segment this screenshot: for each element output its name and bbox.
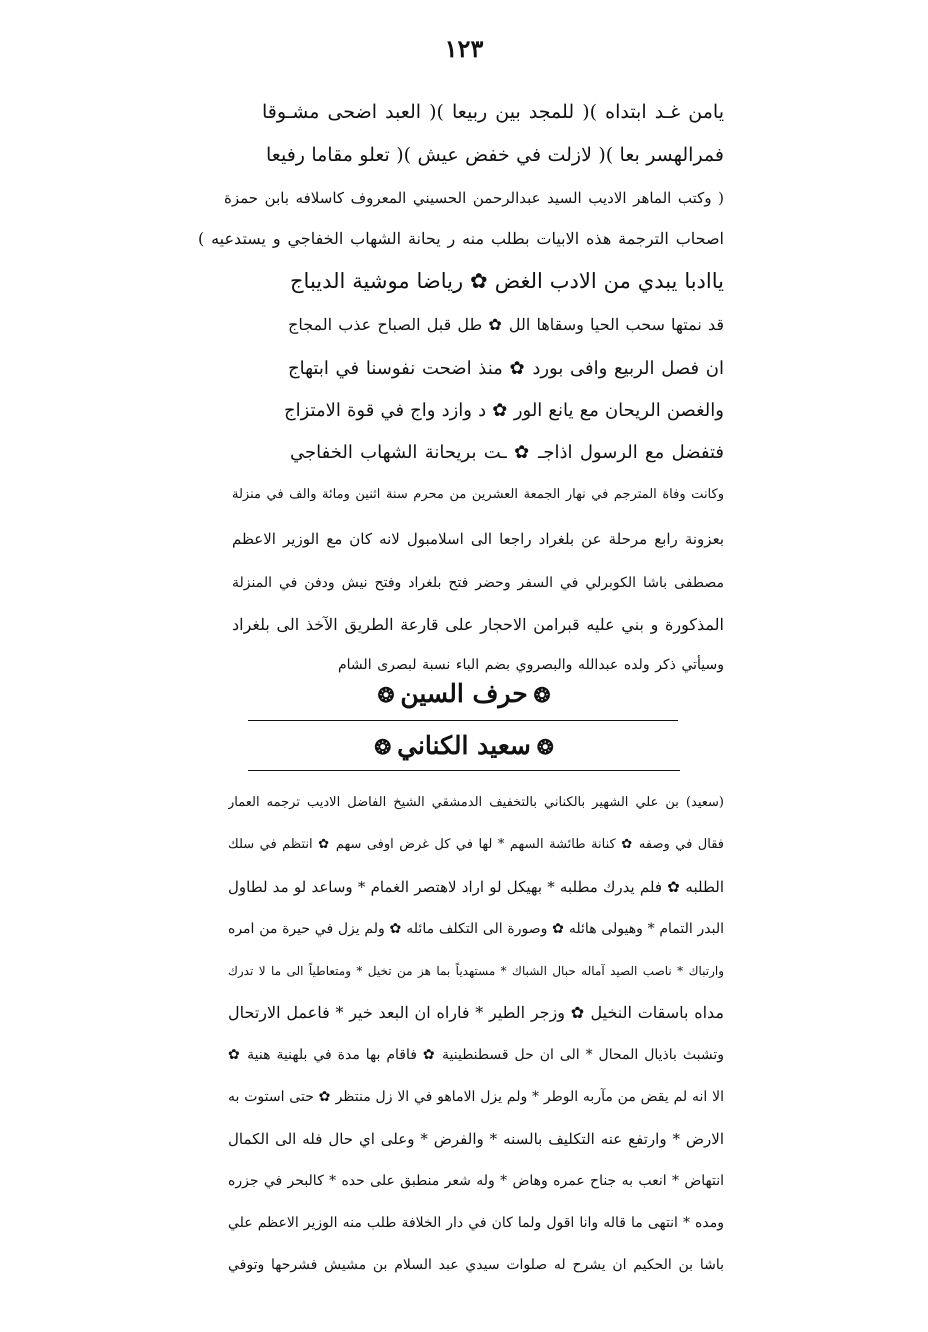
entry-line: الارض * وارتفع عنه التكليف بالسنه * والفرض * وعلى اي حال فله الى الكمال	[228, 1130, 724, 1148]
ornament-icon: ❂	[374, 735, 392, 759]
divider-rule	[248, 770, 680, 771]
entry-line: فقال في وصفه ✿ كنانة طائشة السهم * لها في كل غرض اوفى سهم ✿ انتظم في سلك	[228, 837, 724, 852]
entry-line: البدر التمام * وهيولى هائله ✿ وصورة الى التكلف مائله ✿ ولم يزل في حيرة من امره	[228, 921, 724, 937]
entry-line: انتهاض * انعب به جناح عمره وهاض * وله شعر منطبق على حده * كالبحر في جزره	[228, 1173, 724, 1189]
ornament-icon: ❂	[377, 683, 395, 707]
entry-line: مداه باسقات النخيل ✿ وزجر الطير * فاراه ان البعد خير * فاعمل الارتحال	[228, 1003, 724, 1022]
ornament-icon: ❂	[533, 683, 551, 707]
poem-line: والغصن الريحان مع يانع الور ✿ د وازد واج في قوة الامتزاج	[284, 400, 724, 421]
prose-line: بعزونة رابع مرحلة عن بلغراد راجعا الى اسلامبول لانه كان مع الوزير الاعظم	[232, 530, 724, 548]
poem-line: فتفضل مع الرسول اذاجـ ✿ ـت بريحانة الشهاب الخفاجي	[290, 442, 724, 463]
entry-heading-text: سعيد الكناني	[397, 731, 531, 760]
poem-line: يامن غـد ابتداه )( للمجد بين ربيعا )( العبد اضحى مشـوقا	[262, 101, 724, 123]
section-heading-text: حرف السين	[400, 679, 528, 708]
entry-line: وتشبث باذيال المحال * الى ان حل قسطنطينية ✿ فاقام بها مدة في بلهنية هنية ✿	[228, 1047, 724, 1063]
divider-rule	[248, 720, 678, 721]
entry-line: باشا بن الحكيم ان يشرح له صلوات سيدي عبد السلام بن مشيش فشرحها وتوفي	[228, 1257, 724, 1273]
poem-line: قد نمتها سحب الحيا وسقاها الل ✿ طل قبل الصباح عذب المجاج	[288, 315, 724, 334]
poem-line: ان فصل الربيع وافى بورد ✿ منذ اضحت نفوسنا في ابتهاج	[288, 358, 724, 379]
prose-line: اصحاب الترجمة هذه الابيات بطلب منه ر يحانة الشهاب الخفاجي و يستدعيه )	[198, 229, 724, 248]
page-number: ١٢٣	[444, 34, 484, 63]
entry-heading	[0, 728, 928, 765]
prose-line: مصطفى باشا الكوبرلي في السفر وحضر فتح بلغراد وفتح نيش ودفن في المنزلة	[232, 575, 724, 591]
entry-line: الا انه لم يقض من مآربه الوطر * ولم يزل الاماهو في الا زل منتظر ✿ حتى استوت به	[228, 1089, 724, 1105]
poem-line: فمرالهسر بعا )( لازلت في خفض عيش )( تعلو مقاما رفيعا	[266, 144, 724, 166]
entry-line: (سعيد) بن علي الشهير بالكناني بالتخفيف الدمشقي الشيخ الفاضل الاديب ترجمه العمار	[228, 795, 724, 810]
prose-line: وكانت وفاة المترجم في نهار الجمعة العشرين من محرم سنة اثنين ومائة والف في منزلة	[232, 487, 724, 502]
prose-line: المذكورة و بني عليه قبرامن الاحجار على قارعة الطريق الآخذ الى بلغراد	[232, 615, 724, 634]
prose-line: وسيأتي ذكر ولده عبدالله والبصروي بضم الباء نسبة لبصرى الشام	[338, 657, 724, 673]
entry-line: ومده * انتهى ما قاله وانا اقول ولما كان في دار الخلافة طلب منه الوزير الاعظم علي	[228, 1215, 724, 1231]
prose-line: ( وكتب الماهر الاديب السيد عبدالرحمن الحسيني المعروف كاسلافه بابن حمزة	[224, 189, 724, 207]
ornament-icon: ❂	[536, 735, 554, 759]
poem-line: ياادبا يبدي من الادب الغض ✿ رياضا موشية الديباج	[290, 269, 724, 293]
entry-line: الطلبه ✿ فلم يدرك مطلبه * بهيكل لو اراد لاهتصر الغمام * وساعد لو مد لطاول	[228, 878, 724, 896]
section-heading	[0, 676, 928, 713]
entry-line: وارتباك * ناصب الصيد آماله حبال الشباك * مستهدياً بما هز من تخيل * ومتعاطياً الى ما لا تدرك	[228, 964, 724, 978]
